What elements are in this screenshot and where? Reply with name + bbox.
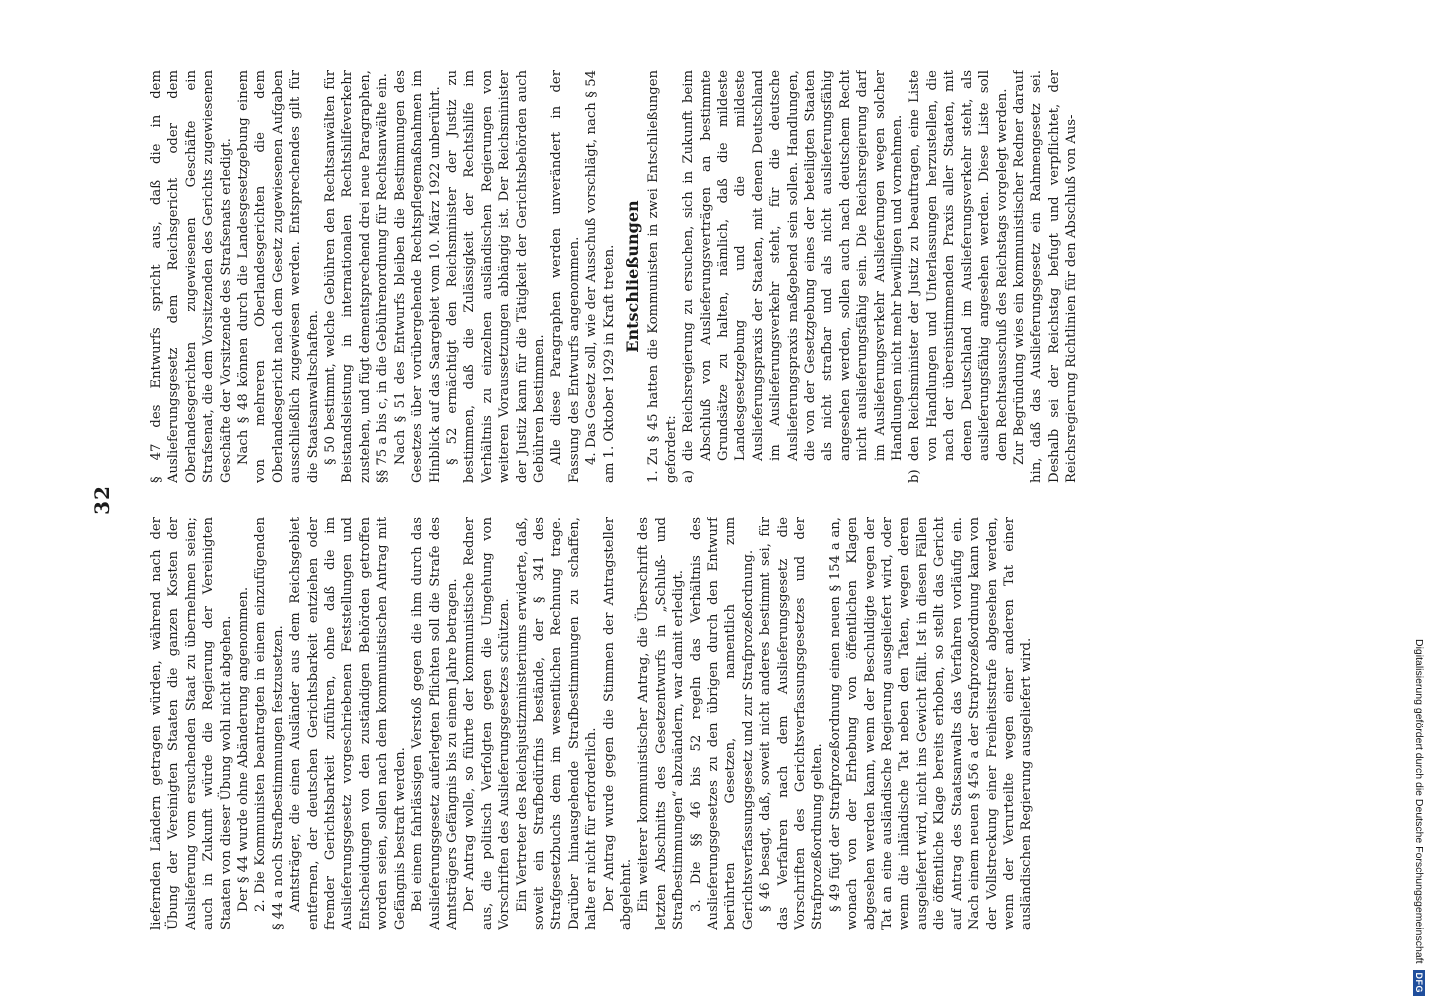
right-column (148, 70, 1316, 483)
left-paragraph: Bei einem fahrlässigen Verstoß gegen die ihm durch das Auslieferungsgesetz auferlegten Pflichten soll die Strafe des Amtsträgers Gefängnis bis zu einem Jahre betragen. (410, 517, 460, 930)
left-paragraph: § 49 fügt der Strafprozeßordnung einen neuen § 154 a an, wonach von der Erhebung von öffentlichen Klagen abgesehen werden kann, wenn der Beschuldigte wegen der Tat an eine ausländische Regierung ausgeliefert wird, oder wenn die inländische Tat neben den Taten, wegen deren ausgeliefert wird, nicht ins Gewicht fällt. Ist in diesen Fällen die öffentliche Klage bereits erhoben, so stellt das Gericht auf Antrag des Staatsanwalts das Verfahren vorläufig ein. Nach einem neuen § 456 a der Strafprozeßordnung kann von der Vollstreckung einer Freiheitsstrafe abgesehen werden, wenn der Verurteilte wegen einer anderen Tat einer ausländischen Regierung ausgeliefert wird. (827, 517, 1035, 930)
right-paragraph: Nach § 48 können durch die Landesgesetzgebung einem von mehreren Oberlandesgerichten die dem Oberlandesgericht nach dem Gesetz zugewiesenen Aufgaben ausschließlich zugewiesen werden. Entsprechendes gilt für die Staatsanwaltschaften. (236, 70, 321, 483)
document-page (90, 0, 1336, 1000)
left-paragraph: Der Antrag wurde gegen die Stimmen der Antragsteller abgelehnt. (601, 517, 634, 930)
left-paragraph: liefernden Ländern getragen würden, während nach der Übung der Vereinigten Staaten die ganzen Kosten der Auslieferung vom ersuchenden Staat zu übernehmen seien; auch in Zukunft würde die Regierung der Vereinigten Staaten von dieser Übung wohl nicht abgehen. (149, 517, 234, 930)
right-paragraph: § 50 bestimmt, welche Gebühren den Rechtsanwälten für Beistandsleistung in internationalen Rechtshilfeverkehr zustehen, und fügt dementsprechend drei neue Paragraphen, §§ 75 a bis c, in die Gebührenordnung für Rechtsanwälte ein. (323, 70, 391, 483)
resolution-item (906, 70, 1010, 483)
resolution-item-text: die Reichsregierung zu ersuchen, sich in Zukunft beim Abschluß von Auslieferungsverträgen an bestimmte Grundsätze zu halten, nämlich, daß die mildeste Landesgesetzgebung und die mildeste Auslieferungspraxis der Staaten, mit denen Deutschland im Auslieferungsverkehr steht, für die deutsche Auslieferungspraxis maßgebend sein sollen. Handlungen, die von der Gesetzgebung eines der beteiligten Staaten als nicht strafbar und als nicht auslieferungsfähig angesehen werden, sollen auch nach deutschem Recht nicht auslieferungsfähig sein. Die Reichsregierung darf im Auslieferungsverkehr Auslieferungen wegen solcher Handlungen nicht mehr bewilligen und vornehmen. (681, 70, 906, 461)
left-paragraph: Der § 44 wurde ohne Abänderung angenommen. (236, 586, 252, 912)
left-paragraph: § 46 besagt, daß, soweit nicht anderes bestimmt sei, für das Verfahren nach dem Auslieferungsgesetz die Vorschriften des Gerichtsverfassungsgesetzes und der Strafprozeßordnung gelten. (758, 517, 826, 930)
left-paragraph: Der Antrag wolle, so führte der kommunistische Redner aus, die politisch Verfolgten gegen die Umgehung von Vorschriften des Auslieferungsgesetzes schützen. (462, 517, 513, 930)
left-paragraph: Amtsträger, die einen Ausländer aus dem Reichsgebiet entfernen, der deutschen Gerichtsbarkeit entziehen oder fremder Gerichtsbarkeit zuführen, ohne daß die im Auslieferungsgesetz vorgeschriebenen Feststellungen und Entscheidungen von den zuständigen Behörden getroffen worden seien, sollen nach dem kommunistischen Antrag mit Gefängnis bestraft werden. (288, 517, 408, 930)
resolution-item (680, 70, 906, 483)
right-paragraph: Alle diese Paragraphen werden unverändert in der Fassung des Entwurfs angenommen. (549, 70, 582, 483)
dfg-notice-text: Digitalisierung gefördert durch die Deutsche Forschungsgemeinschaft (1413, 638, 1425, 964)
dfg-logo: DFG (1413, 970, 1425, 997)
left-paragraph: 3. Die §§ 46 bis 52 regeln das Verhältnis des Auslieferungsgesetzes zu den übrigen durch den Entwurf berührten Gesetzen, namentlich zum Gerichtsverfassungsgesetz und zur Strafprozeßordnung. (688, 517, 756, 930)
resolution-item-text: den Reichsminister der Justiz zu beauftragen, eine Liste von Handlungen und Unterlassungen herzustellen, die nach der übereinstimmenden Praxis aller Staaten, mit denen Deutschland im Auslieferungsverkehr steht, als auslieferungsfähig angesehen werden. Diese Liste soll dem Rechtsausschuß des Reichstags vorgelegt werden. (907, 70, 1010, 461)
resolution-items (680, 70, 1011, 483)
section-title: Entschließungen (622, 200, 642, 353)
page-number: 32 (90, 485, 114, 515)
right-paragraph: § 47 des Entwurfs spricht aus, daß die in dem Auslieferungsgesetz dem Reichsgericht oder dem Oberlandesgerichten zugewiesenen Geschäfte ein Strafsenat, die dem Vorsitzenden des Gerichts zugewiesenen Geschäfte der Vorsitzende des Strafsenats erledigt. (149, 70, 234, 483)
left-paragraph: 2. Die Kommunisten beantragten in einem einzufügenden § 44 a noch Strafbestimmungen festzusetzen. (253, 517, 286, 930)
right-paragraph: § 52 ermächtigt den Reichsminister der Justiz zu bestimmen, daß die Zulässigkeit der Rechtshilfe im Verhältnis zu einzelnen ausländischen Regierungen von weiteren Voraussetzungen abhängig ist. Der Reichsminister der Justiz kann für die Tätigkeit der Gerichtsbehörden auch Gebühren bestimmen. (444, 70, 547, 483)
text-columns (148, 70, 1316, 930)
left-paragraph: Ein Vertreter des Reichsjustizministeriums erwiderte, daß, soweit ein Strafbedürfnis bestände, der § 341 des Strafgesetzbuchs dem im wesentlichen Rechnung trage. Darüber hinausgehende Strafbestimmungen zu schaffen, halte er nicht für erforderlich. (514, 517, 600, 930)
resolution-item-marker: b) (907, 469, 923, 483)
right-paragraph: 4. Das Gesetz soll, wie der Ausschuß vorschlägt, nach § 54 am 1. Oktober 1929 in Kraft treten. (584, 70, 617, 483)
left-column (148, 517, 1316, 930)
right-column-paragraphs (148, 70, 618, 483)
resolution-item-marker: a) (681, 469, 697, 483)
dfg-notice (1408, 6, 1430, 996)
closing-paragraph: Zur Begründung wies ein kommunistischer Redner darauf hin, daß das Auslieferungsgesetz ein Rahmengesetz sei. Deshalb sei der Reichstag befugt und verpflichtet, der Reichsregierung Richtlinien für den Abschluß von Aus- (1011, 70, 1080, 483)
left-paragraph: Ein weiterer kommunistischer Antrag, die Überschrift des letzten Abschnitts des Gesetzentwurfs in „Schluß- und Strafbestimmungen“ abzuändern, war damit erledigt. (636, 517, 687, 930)
right-paragraph: Nach § 51 des Entwurfs bleiben die Bestimmungen des Gesetzes über vorübergehende Rechtspflegemaßnahmen im Hinblick auf das Saargebiet vom 10. März 1922 unberührt. (392, 70, 443, 483)
resolution-intro: 1. Zu § 45 hatten die Kommunisten in zwei Entschließungen gefordert: (646, 70, 679, 483)
